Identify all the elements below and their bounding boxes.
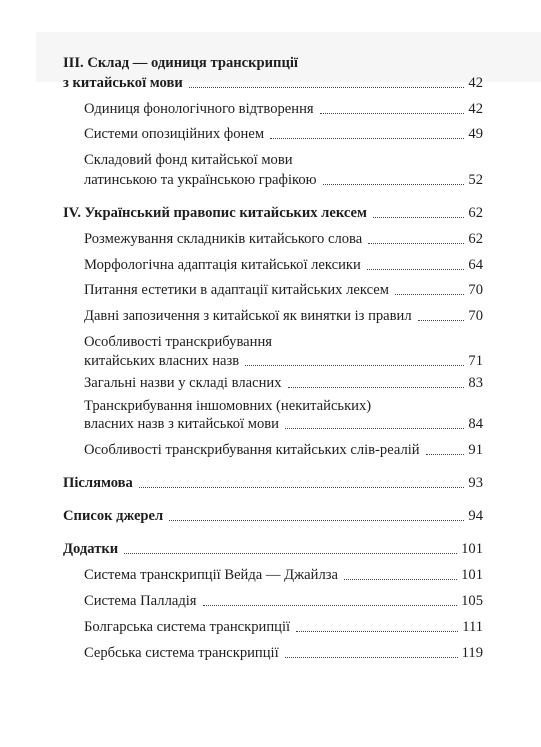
toc-entry-s3c[interactable]: латинською та українською графікою 52 (84, 172, 483, 188)
page-number: 83 (468, 375, 483, 391)
page-number: 71 (468, 353, 483, 369)
toc-entry-s4h[interactable]: Особливості транскрибування китайських слів-реалій 91 (84, 442, 483, 458)
toc-entry-s3[interactable]: з китайської мови 42 (63, 75, 483, 91)
page-number: 62 (468, 205, 483, 221)
toc-entry-app3[interactable]: Болгарська система транскрипції 111 (84, 619, 483, 635)
toc-entry-s4e[interactable]: китайських власних назв 71 (84, 353, 483, 369)
toc-entry-s4d[interactable]: Давні запозичення з китайської як винятки із правил 70 (84, 308, 483, 324)
page-number: 70 (468, 282, 483, 298)
toc-entry-s4[interactable]: IV. Український правопис китайських лексем 62 (63, 205, 483, 221)
toc-line: Особливості транскрибування (84, 334, 272, 350)
toc-entry-s4g[interactable]: власних назв з китайської мови 84 (84, 416, 483, 432)
page-number: 42 (468, 75, 483, 91)
toc-entry-s4b[interactable]: Морфологічна адаптація китайської лексики 64 (84, 257, 483, 273)
toc-entry-s3b[interactable]: Системи опозиційних фонем 49 (84, 126, 483, 142)
toc-line: Транскрибування іншомовних (некитайських) (84, 398, 372, 414)
page-number: 84 (468, 416, 483, 432)
page-number: 119 (461, 645, 483, 661)
toc-line: Складовий фонд китайської мови (84, 152, 293, 168)
toc-line: III. Склад — одиниця транскрипції (63, 55, 298, 71)
page-number: 105 (461, 593, 483, 609)
page-number: 64 (468, 257, 483, 273)
toc-entry-app1[interactable]: Система транскрипції Вейда — Джайлза 101 (84, 567, 483, 583)
toc-entry-afterword[interactable]: Післямова 93 (63, 475, 483, 491)
toc-entry-app4[interactable]: Сербська система транскрипції 119 (84, 645, 483, 661)
page-number: 52 (468, 172, 483, 188)
toc-entry-appendices[interactable]: Додатки 101 (63, 541, 483, 557)
page-number: 101 (461, 567, 483, 583)
page-number: 93 (468, 475, 483, 491)
page-number: 91 (468, 442, 483, 458)
page-number: 42 (468, 101, 483, 117)
toc-entry-s3a[interactable]: Одиниця фонологічного відтворення 42 (84, 101, 483, 117)
toc-entry-app2[interactable]: Система Палладія 105 (84, 593, 483, 609)
page-number: 101 (461, 541, 483, 557)
toc-entry-sources[interactable]: Список джерел 94 (63, 508, 483, 524)
page-number: 94 (468, 508, 483, 524)
page-number: 111 (462, 619, 483, 635)
toc-entry-s4a[interactable]: Розмежування складників китайського слова 62 (84, 231, 483, 247)
page-number: 49 (468, 126, 483, 142)
page-number: 62 (468, 231, 483, 247)
page-number: 70 (468, 308, 483, 324)
toc-entry-s4f[interactable]: Загальні назви у складі власних 83 (84, 375, 483, 391)
toc-entry-s4c[interactable]: Питання естетики в адаптації китайських лексем 70 (84, 282, 483, 298)
